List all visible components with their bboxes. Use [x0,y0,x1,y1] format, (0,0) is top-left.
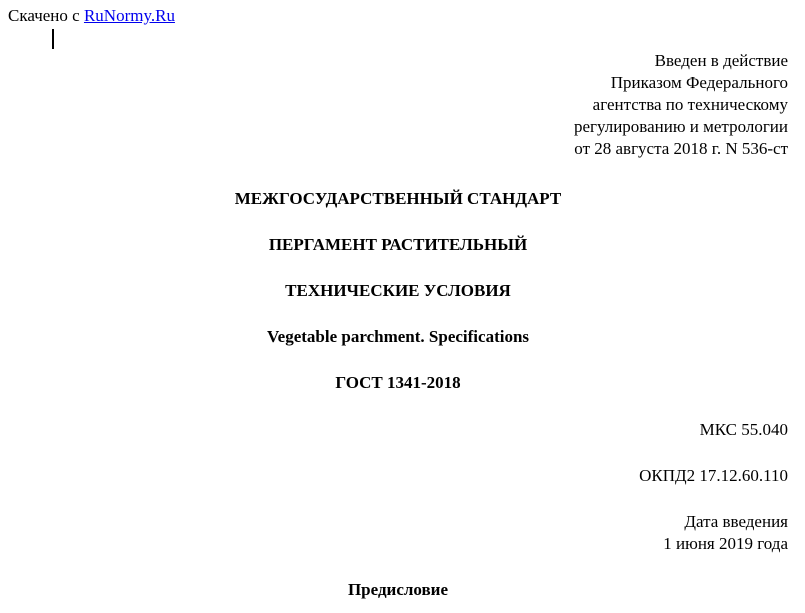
effective-date-value: 1 июня 2019 года [663,534,788,553]
standard-code: ГОСТ 1341-2018 [335,373,461,392]
enactment-block [574,50,788,160]
enactment-line: Приказом Федерального [610,73,788,92]
enactment-line: от 28 августа 2018 г. N 536-ст [574,139,788,158]
foreword-heading: Предисловие [347,580,449,599]
mks-code: МКС 55.040 [699,420,788,439]
okpd-code: ОКПД2 17.12.60.110 [639,466,788,485]
effective-date-block [663,511,788,555]
enactment-line: Введен в действие [654,51,788,70]
runormy-link[interactable]: RuNormy.Ru [83,6,175,25]
source-line [8,6,175,26]
text-cursor [52,29,54,49]
document-subtitle: ТЕХНИЧЕСКИЕ УСЛОВИЯ [285,281,511,300]
enactment-line: регулированию и метрологии [573,117,788,136]
standard-type-heading: МЕЖГОСУДАРСТВЕННЫЙ СТАНДАРТ [234,189,562,208]
source-prefix: Скачено с [8,6,80,25]
enactment-line: агентства по техническому [592,95,788,114]
effective-date-label: Дата введения [684,512,788,531]
document-title: ПЕРГАМЕНТ РАСТИТЕЛЬНЫЙ [268,235,528,254]
english-title: Vegetable parchment. Specifications [266,327,530,346]
